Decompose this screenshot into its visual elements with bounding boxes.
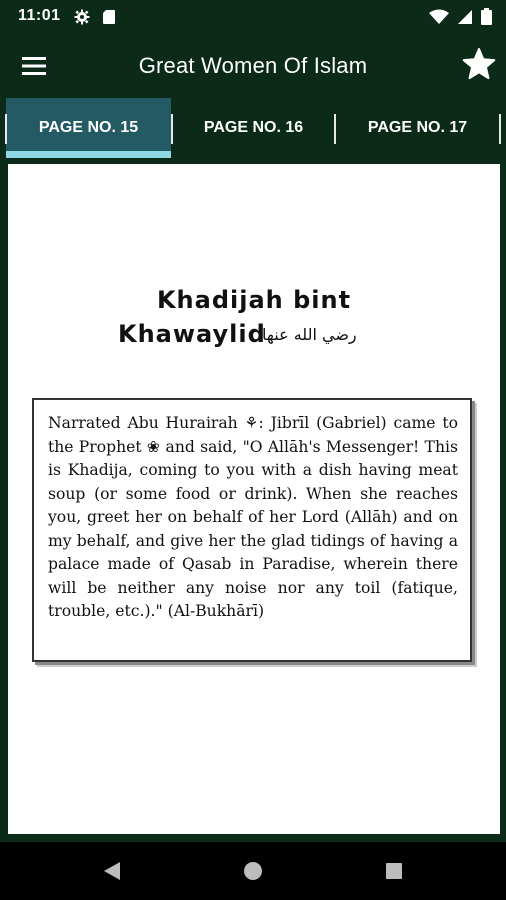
tab-label: PAGE NO. 17 bbox=[367, 119, 468, 136]
page-content[interactable] bbox=[8, 164, 500, 834]
recents-icon[interactable] bbox=[384, 860, 404, 882]
status-time: 11:01 bbox=[18, 7, 61, 24]
app-title: Great Women Of Islam bbox=[138, 53, 368, 78]
page-heading-line2: Khawaylid bbox=[118, 320, 266, 348]
tab-page-15[interactable] bbox=[6, 98, 171, 158]
signal-icon bbox=[457, 9, 473, 25]
wifi-icon bbox=[429, 9, 449, 25]
home-icon[interactable] bbox=[243, 860, 263, 882]
tab-label: PAGE NO. 16 bbox=[203, 119, 304, 136]
hadith-text: Narrated Abu Hurairah ⚘: Jibrīl (Gabriel) came to the Prophet ❀ and said, "O Allāh's Messenger! This is Khadija, coming to you with a dish having meat soup (or some food or drink). When she reaches you, greet her on behalf of her Lord (Allāh) and on my behalf, and give her the glad tidings of having a palace made of Qasab in Paradise, wherein there will be neither any noise nor any toil (fatique, trouble, etc.)." (Al-Bukhārī) bbox=[48, 414, 458, 620]
tab-page-16[interactable] bbox=[173, 98, 334, 158]
tab-page-17[interactable] bbox=[336, 98, 499, 158]
hadith-quote-box bbox=[32, 398, 472, 662]
tab-label: PAGE NO. 15 bbox=[38, 119, 139, 136]
system-nav-bar bbox=[0, 842, 506, 900]
page-tabs bbox=[0, 98, 506, 162]
tab-divider bbox=[499, 114, 501, 144]
status-bar bbox=[0, 0, 506, 34]
arabic-honorific: رضي الله عنها bbox=[262, 325, 357, 344]
app-bar bbox=[0, 34, 506, 98]
gear-icon bbox=[74, 9, 90, 25]
tab-divider bbox=[5, 114, 7, 144]
active-tab-indicator bbox=[6, 151, 171, 158]
back-icon[interactable] bbox=[102, 860, 122, 882]
sim-card-icon bbox=[102, 9, 116, 25]
star-icon[interactable] bbox=[460, 46, 498, 84]
battery-icon bbox=[481, 8, 492, 25]
page-heading-line1: Khadijah bint bbox=[156, 286, 352, 314]
